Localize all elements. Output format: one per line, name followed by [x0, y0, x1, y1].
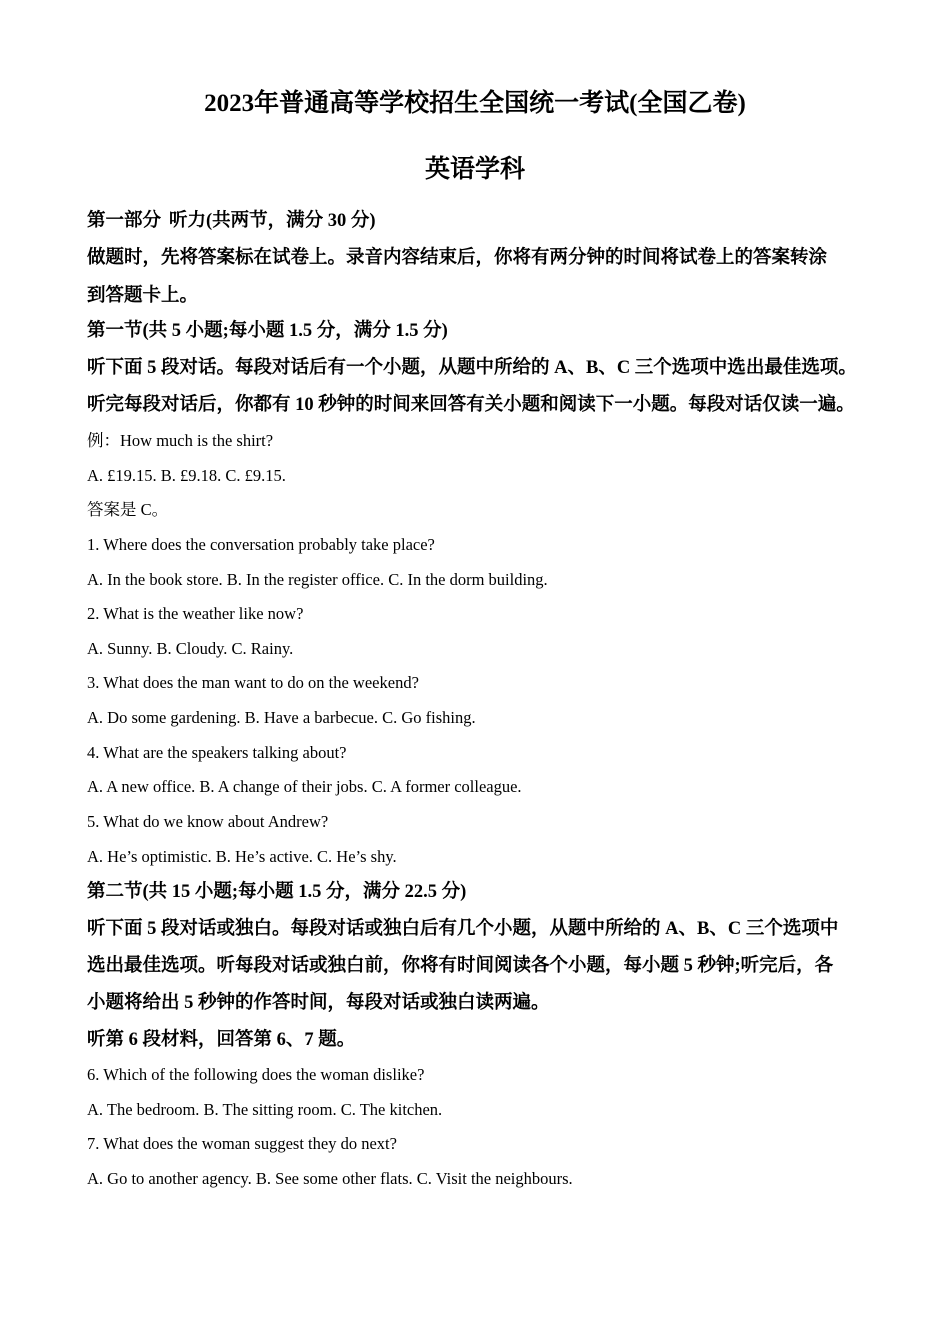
- question-2-options: A. Sunny. B. Cloudy. C. Rainy.: [87, 639, 294, 658]
- part1-instruction-line: 做题时，先将答案标在试卷上。录音内容结束后，你将有两分钟的时间将试卷上的答案转涂: [87, 248, 828, 268]
- question-6-options: A. The bedroom. B. The sitting room. C. The kitchen.: [87, 1100, 443, 1119]
- example-question: 例：How much is the shirt?: [87, 431, 274, 450]
- question-3: 3. What does the man want to do on the weekend?: [87, 673, 419, 692]
- section2-heading: 第二节(共 15 小题;每小题 1.5 分，满分 22.5 分): [87, 882, 467, 902]
- question-2: 2. What is the weather like now?: [87, 604, 304, 623]
- example-options: A. £19.15. B. £9.18. C. £9.15.: [87, 466, 286, 485]
- material-note: 听第 6 段材料，回答第 6、7 题。: [87, 1030, 356, 1050]
- section1-heading: 第一节(共 5 小题;每小题 1.5 分，满分 1.5 分): [87, 321, 448, 341]
- question-5: 5. What do we know about Andrew?: [87, 812, 329, 831]
- part1-instruction-line: 到答题卡上。: [87, 286, 199, 306]
- exam-title: 2023年普通高等学校招生全国统一考试(全国乙卷): [204, 90, 746, 117]
- question-6: 6. Which of the following does the woman dislike?: [87, 1065, 425, 1084]
- question-7-options: A. Go to another agency. B. See some other flats. C. Visit the neighbours.: [87, 1169, 573, 1188]
- part1-heading-detail: 听力(共两节，满分 30 分): [169, 211, 376, 231]
- question-4: 4. What are the speakers talking about?: [87, 743, 347, 762]
- example-answer: 答案是 C。: [87, 500, 169, 519]
- section1-instruction-line: 听完每段对话后，你都有 10 秒钟的时间来回答有关小题和阅读下一小题。每段对话仅读一遍。: [87, 395, 855, 415]
- question-1-options: A. In the book store. B. In the register office. C. In the dorm building.: [87, 570, 548, 589]
- subject-title: 英语学科: [424, 156, 525, 183]
- question-5-options: A. He’s optimistic. B. He’s active. C. He’s shy.: [87, 847, 397, 866]
- part1-heading: [87, 208, 376, 234]
- section2-instruction-line: 小题将给出 5 秒钟的作答时间，每段对话或独白读两遍。: [87, 993, 550, 1013]
- question-4-options: A. A new office. B. A change of their jobs. C. A former colleague.: [87, 777, 522, 796]
- section1-instruction-line: 听下面 5 段对话。每段对话后有一个小题，从题中所给的 A、B、C 三个选项中选出最佳选项。: [87, 358, 857, 378]
- question-3-options: A. Do some gardening. B. Have a barbecue. C. Go fishing.: [87, 708, 476, 727]
- question-1: 1. Where does the conversation probably take place?: [87, 535, 435, 554]
- question-7: 7. What does the woman suggest they do next?: [87, 1134, 397, 1153]
- part1-heading-label: 第一部分: [87, 211, 162, 231]
- section2-instruction-line: 听下面 5 段对话或独白。每段对话或独白后有几个小题，从题中所给的 A、B、C 三个选项中: [87, 919, 839, 939]
- section2-instruction-line: 选出最佳选项。听每段对话或独白前，你将有时间阅读各个小题，每小题 5 秒钟;听完后，各: [87, 956, 834, 976]
